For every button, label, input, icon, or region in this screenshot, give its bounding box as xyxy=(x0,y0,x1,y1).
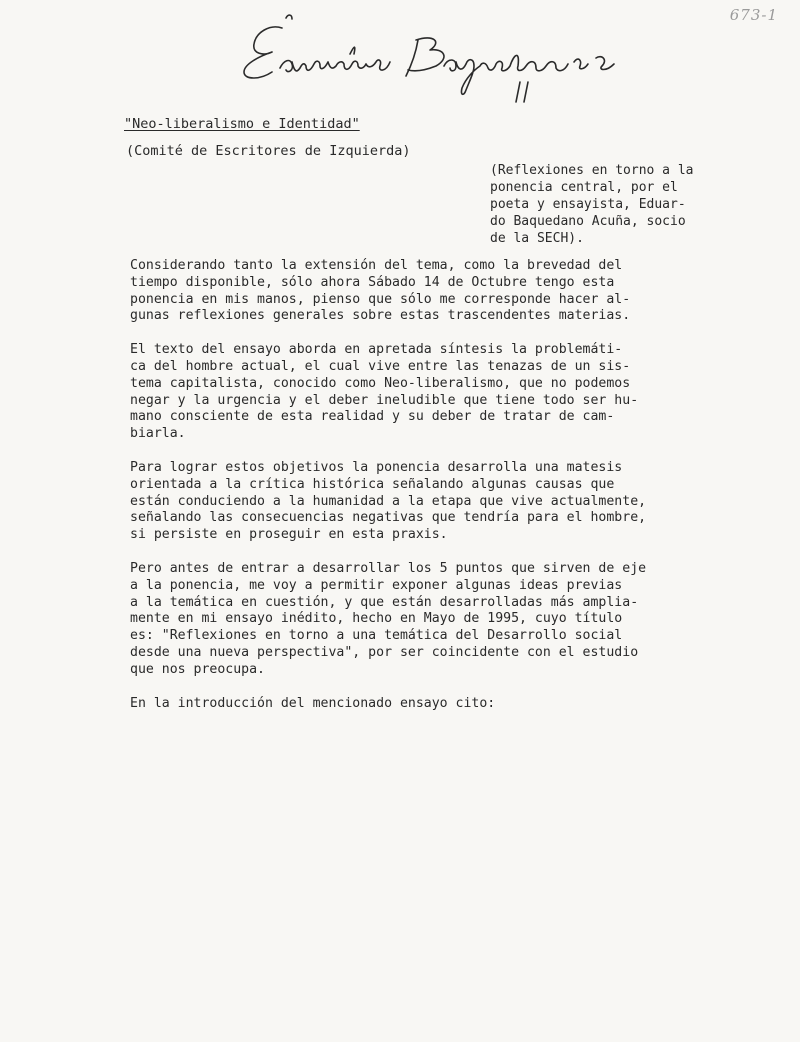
archive-number: 673-1 xyxy=(729,6,778,24)
paragraph: Pero antes de entrar a desarrollar los 5 puntos que sirven de eje a la ponencia, me voy a permitir exponer algunas ideas previas a la temática en cuestión, y que están desarrolladas más amplia- mente en mi ensayo inédito, hecho en Mayo de 1995, cuyo título es: "Reflexiones en torno a una temática del Desarrollo social desde una nueva perspectiva", por ser coincidente con el estudio que nos preocupa. xyxy=(130,560,647,677)
handwritten-signature xyxy=(230,10,660,110)
document-subtitle: (Comité de Escritores de Izquierda) xyxy=(126,143,411,159)
document-body xyxy=(130,258,755,729)
paragraph: Considerando tanto la extensión del tema, como la brevedad del tiempo disponible, sólo ahora Sábado 14 de Octubre tengo esta ponencia en mis manos, pienso que sólo me corresponde hacer al- gunas reflexiones generales sobre estas trascendentes materias. xyxy=(130,258,631,324)
author-note: (Reflexiones en torno a la ponencia central, por el poeta y ensayista, Eduar- do Baquedano Acuña, socio de la SECH). xyxy=(490,163,694,246)
paragraph: En la introducción del mencionado ensayo cito: xyxy=(130,695,496,711)
paragraph: Para lograr estos objetivos la ponencia desarrolla una matesis orientada a la crítica histórica señalando algunas causas que están conduciendo a la humanidad a la etapa que vive actualmente, señalando las consecuencias negativas que tendría para el hombre, si persiste en proseguir en esta praxis. xyxy=(130,459,647,543)
document-title: "Neo-liberalismo e Identidad" xyxy=(124,116,360,132)
paragraph: El texto del ensayo aborda en apretada síntesis la problemáti- ca del hombre actual, el cual vive entre las tenazas de un sis- tema capitalista, conocido como Neo-liberalismo, que no podemos negar y la urgencia y el deber ineludible que tiene todo ser hu- mano consciente de esta realidad y su deber de tratar de cam- biarla. xyxy=(130,342,639,442)
